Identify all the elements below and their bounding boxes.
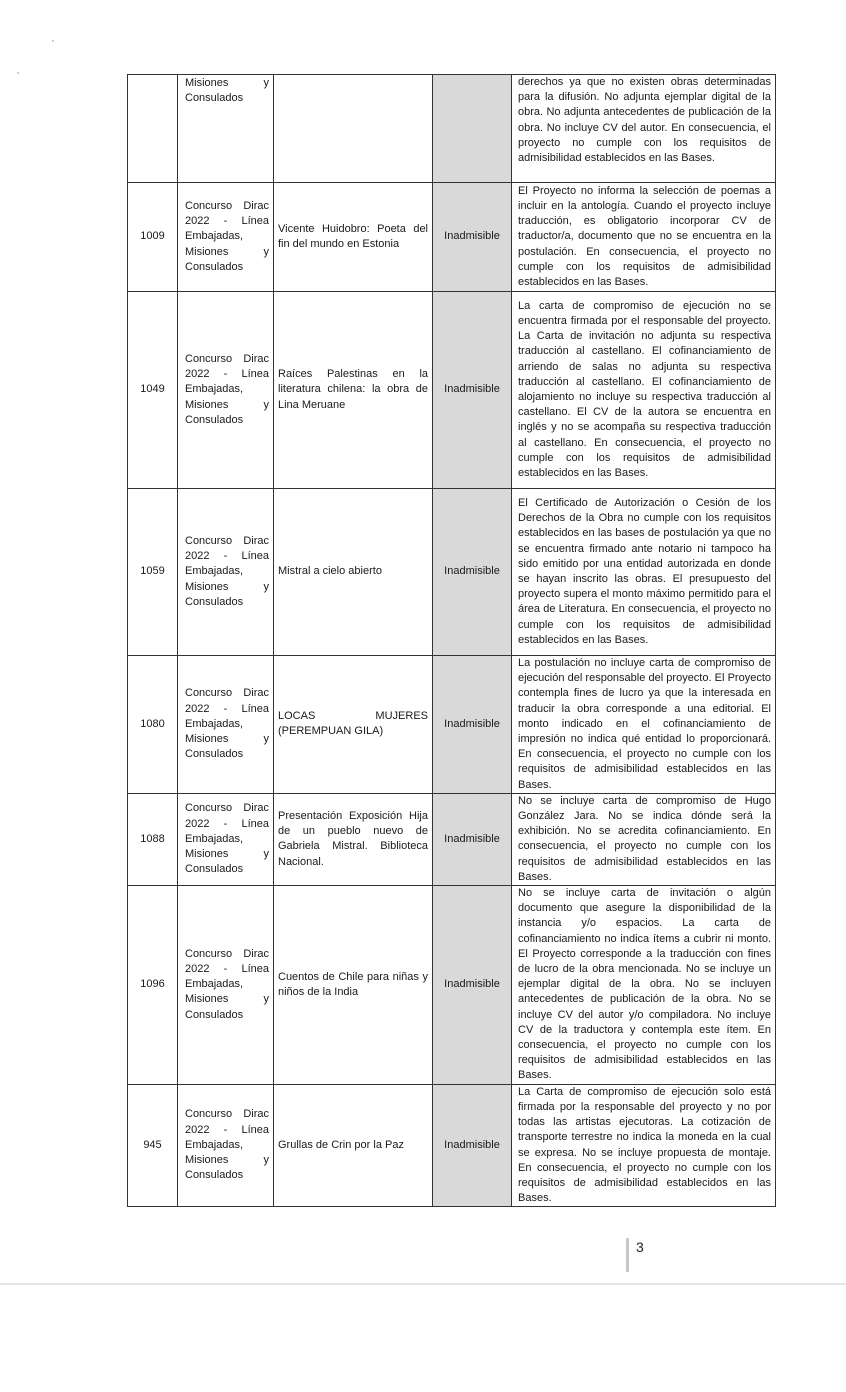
- table-row: [128, 886, 776, 1085]
- project-id: 945: [128, 1084, 178, 1207]
- project-name: Presentación Exposición Hija de un pueblo nuevo de Gabriela Mistral. Biblioteca Nacional.: [274, 793, 433, 885]
- admissibility-status: Inadmisible: [433, 656, 512, 794]
- admissibility-status: Inadmisible: [433, 886, 512, 1085]
- contest-line: Concurso Dirac 2022 - Línea Embajadas, Misiones y Consulados: [178, 292, 274, 489]
- contest-line: Concurso Dirac 2022 - Línea Embajadas, Misiones y Consulados: [178, 489, 274, 656]
- project-id: 1059: [128, 489, 178, 656]
- admissibility-status: Inadmisible: [433, 183, 512, 292]
- admissibility-status: Inadmisible: [433, 793, 512, 885]
- project-id: 1080: [128, 656, 178, 794]
- inadmissibility-reason: La postulación no incluye carta de compromiso de ejecución del responsable del proyecto. El Proyecto contempla fines de lucro ya que la interesada en traducir la obra corresponde a una editorial. El monto indicado en el cofinanciamiento de impresión no indica qué entidad lo proporcionará. En consecuencia, el proyecto no cumple con los requisitos de admisibilidad establecidos en las Bases.: [512, 656, 776, 794]
- project-id: 1009: [128, 183, 178, 292]
- contest-line: Concurso Dirac 2022 - Línea Embajadas, Misiones y Consulados: [178, 656, 274, 794]
- inadmissibility-reason: El Certificado de Autorización o Cesión de los Derechos de la Obra no cumple con los requisitos establecidos en las bases de postulación ya que no se encuentra firmado ante notario ni tampoco ha sido emitido por una entidad autorizada en donde se hayan inscrito las obras. El presupuesto del proyecto supera el monto máximo permitido para el área de Literatura. En consecuencia, el proyecto no cumple con los requisitos de admisibilidad establecidos en las Bases.: [512, 489, 776, 656]
- inadmissibility-reason: La Carta de compromiso de ejecución solo está firmada por la responsable del proyecto y no por todas las artistas ejecutoras. La cotización de transporte terrestre no indica la moneda en la cual se expresa. No se incluye propuesta de montaje. En consecuencia, el proyecto no cumple con los requisitos de admisibilidad establecidos en las Bases.: [512, 1084, 776, 1207]
- contest-line: Concurso Dirac 2022 - Línea Embajadas, Misiones y Consulados: [178, 793, 274, 885]
- inadmissibility-reason: derechos ya que no existen obras determinadas para la difusión. No adjunta ejemplar digital de la obra. No adjunta antecedentes de publicación de la obra. No incluye CV del autor. En consecuencia, el proyecto no cumple con los requisitos de admisibilidad establecidos en las Bases.: [512, 75, 776, 183]
- page-number: 3: [636, 1239, 644, 1255]
- admissibility-status: Inadmisible: [433, 489, 512, 656]
- admissibility-status: Inadmisible: [433, 1084, 512, 1207]
- scan-fold-line: [0, 1283, 846, 1285]
- admissibility-status: Inadmisible: [433, 292, 512, 489]
- inadmissibility-reason: El Proyecto no informa la selección de poemas a incluir en la antología. Cuando el proyecto incluye traducción, es obligatorio incorporar CV de traductor/a, documento que no se encuentra en la postulación. En consecuencia, el proyecto no cumple con los requisitos de admisibilidad establecidos en las Bases.: [512, 183, 776, 292]
- contest-line: Concurso Dirac 2022 - Línea Embajadas, Misiones y Consulados: [178, 886, 274, 1085]
- table-row: [128, 75, 776, 183]
- project-name: Raíces Palestinas en la literatura chilena: la obra de Lina Meruane: [274, 292, 433, 489]
- inadmissibility-reason: La carta de compromiso de ejecución no se encuentra firmada por el responsable del proyecto. La Carta de invitación no adjunta su respectiva traducción al castellano. El cofinanciamiento de arriendo de salas no adjunta su respectiva traducción al castellano. El cofinanciamiento de alojamiento no incluye su respectiva traducción al castellano. El CV de la autora se encuentra en inglés y no se acompaña su respectiva traducción al castellano. En consecuencia, el proyecto no cumple con los requisitos de admisibilidad establecidos en las Bases.: [512, 292, 776, 489]
- project-name: Vicente Huidobro: Poeta del fin del mundo en Estonia: [274, 183, 433, 292]
- admissibility-status: [433, 75, 512, 183]
- project-name: Cuentos de Chile para niñas y niños de la India: [274, 886, 433, 1085]
- table-row: [128, 793, 776, 885]
- project-id: [128, 75, 178, 183]
- contest-line: Concurso Dirac 2022 - Línea Embajadas, Misiones y Consulados: [178, 1084, 274, 1207]
- project-id: 1049: [128, 292, 178, 489]
- project-id: 1088: [128, 793, 178, 885]
- scan-speck: [52, 40, 54, 42]
- table-row: [128, 656, 776, 794]
- inadmissibility-reason: No se incluye carta de invitación o algún documento que asegure la disponibilidad de la instancia y/o espacios. La carta de cofinanciamiento no indica ítems a cubrir ni monto. El Proyecto corresponde a la traducción con fines de lucro de la obra mencionada. No se incluye un ejemplar digital de la obra. No se incluyen antecedentes de publicación de la obra. No se incluye CV del autor y/o compiladora. No incluye CV de la traductora y contempla este ítem. En consecuencia, el proyecto no cumple con los requisitos de admisibilidad establecidos en las Bases.: [512, 886, 776, 1085]
- inadmissibility-reason: No se incluye carta de compromiso de Hugo González Jara. No se indica dónde será la exhibición. No se acredita cofinanciamiento. En consecuencia, el proyecto no cumple con los requisitos de admisibilidad establecidos en las Bases.: [512, 793, 776, 885]
- project-id: 1096: [128, 886, 178, 1085]
- scan-speck: [17, 72, 19, 74]
- table-row: [128, 1084, 776, 1207]
- table-row: [128, 292, 776, 489]
- contest-line: Concurso Dirac 2022 - Línea Embajadas, Misiones y Consulados: [178, 183, 274, 292]
- project-name: Mistral a cielo abierto: [274, 489, 433, 656]
- table-row: [128, 489, 776, 656]
- admissibility-table: [127, 74, 776, 1207]
- project-name: Grullas de Crin por la Paz: [274, 1084, 433, 1207]
- page-number-bar: [626, 1238, 629, 1272]
- contest-line: Misiones y Consulados: [178, 75, 274, 183]
- table-row: [128, 183, 776, 292]
- project-name: LOCAS MUJERES (PEREMPUAN GILA): [274, 656, 433, 794]
- project-name: [274, 75, 433, 183]
